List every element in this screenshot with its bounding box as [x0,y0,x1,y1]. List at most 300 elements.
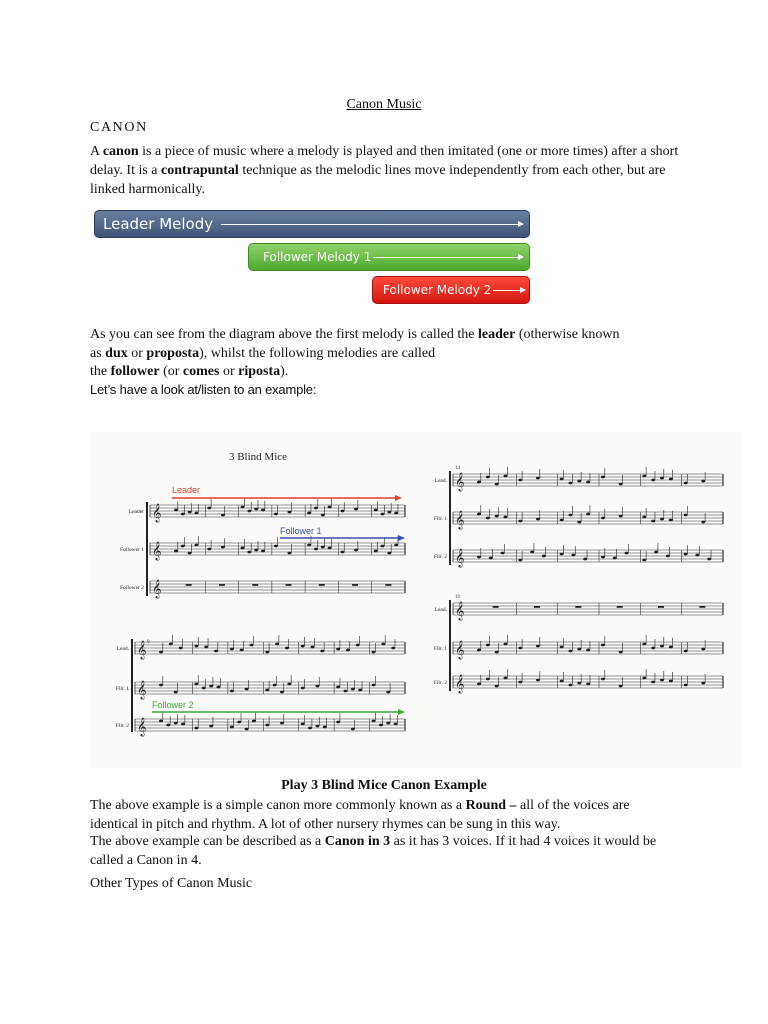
note-icon [307,544,311,547]
note-icon [181,545,185,548]
note-icon [320,650,324,653]
note-icon [666,555,670,558]
note-icon [221,546,225,549]
follower-2-bar [372,276,530,304]
staff-label: Lead. [434,478,447,484]
music-staff [116,712,405,737]
term-proposta: proposta [146,346,200,361]
note-icon [265,724,269,727]
rest-icon [385,584,391,586]
term-contrapuntal: contrapuntal [161,163,239,178]
staff-label: Fllr. 1 [433,516,447,522]
note-icon [280,691,284,694]
note-icon [311,646,315,649]
music-staff [120,579,405,599]
treble-clef-icon: 𝄞 [455,548,465,567]
note-icon [323,726,327,729]
note-icon [358,689,362,692]
measure-number: 19 [455,595,460,600]
rest-icon [658,606,664,608]
note-icon [504,643,508,646]
explain-text: as [90,346,106,361]
note-icon [202,687,206,690]
note-icon [477,481,481,484]
note-icon [381,643,385,646]
note-icon [701,682,705,685]
follower-2-tag: Follower 2 [152,700,194,710]
note-icon [669,680,673,683]
note-icon [669,646,673,649]
note-icon [518,479,522,482]
music-staff [120,536,405,561]
note-icon [391,647,395,650]
note-icon [174,722,178,725]
note-icon [344,690,348,693]
canon3-text: as it has 3 voices. If it had 4 voices it would be called a Canon in 4. [90,834,657,868]
note-icon [159,651,163,654]
explain-text: As you can see from the diagram above the first melody is called the [90,327,478,342]
note-icon [660,679,664,682]
note-icon [651,520,655,523]
staff-label: Fllr. 2 [433,554,447,560]
explain-text: (or [159,364,183,379]
note-icon [194,645,198,648]
note-icon [245,688,249,691]
note-icon [601,644,605,647]
note-icon [601,678,605,681]
note-icon [254,549,258,552]
note-icon [346,649,350,652]
note-icon [274,513,278,516]
note-icon [651,647,655,650]
note-icon [601,476,605,479]
note-icon [340,510,344,513]
intro-text: technique as the melodic lines move independently from each other, but are linked harmonically. [90,163,666,197]
term-leader: leader [478,327,516,342]
note-icon [477,649,481,652]
note-icon [560,519,564,522]
note-icon [314,548,318,551]
note-icon [495,515,499,518]
note-icon [179,647,183,650]
staff-label: Fllr. 2 [115,723,129,729]
arrow-icon [221,224,523,225]
note-icon [394,723,398,726]
note-icon [518,681,522,684]
note-icon [642,677,646,680]
note-icon [394,544,398,547]
explain-text: ). [280,364,289,379]
music-staff [434,505,723,530]
note-icon [280,722,284,725]
note-icon [642,475,646,478]
note-icon [174,550,178,553]
note-icon [569,514,573,517]
note-icon [530,551,534,554]
note-icon [230,690,234,693]
note-icon [194,544,198,547]
treble-clef-icon: 𝄞 [152,579,162,598]
note-icon [586,513,590,516]
term-round: Round – [465,798,517,813]
note-icon [247,551,251,554]
rest-icon [575,606,581,608]
note-icon [642,643,646,646]
note-icon [651,681,655,684]
note-icon [701,648,705,651]
note-icon [254,508,258,511]
note-icon [237,721,241,724]
score-notation [90,432,742,768]
music-staff [434,669,723,694]
note-icon [684,553,688,556]
note-icon [261,550,265,553]
note-icon [307,512,311,515]
note-icon [660,518,664,521]
note-icon [207,507,211,510]
note-icon [372,684,376,687]
note-icon [194,727,198,730]
note-icon [194,683,198,686]
rest-icon [534,606,540,608]
treble-clef-icon: 𝄞 [152,503,162,522]
note-icon [174,509,178,512]
note-icon [695,554,699,557]
term-canon: canon [102,144,139,159]
note-icon [586,683,590,686]
measure-number: 14 [455,466,460,471]
note-icon [495,651,499,654]
treble-clef-icon: 𝄞 [137,717,147,736]
note-icon [252,720,256,723]
follower-1-label: Follower Melody 1 [263,250,372,264]
note-icon [577,682,581,685]
note-icon [394,512,398,515]
note-icon [214,650,218,653]
note-icon [261,509,265,512]
note-icon [504,677,508,680]
round-text: all of the voices are identical in pitch and rhythm. A lot of other nursery rhymes can be sung in this way. [90,798,630,832]
note-icon [386,722,390,725]
explain-line-1 [90,325,680,344]
note-icon [489,557,493,560]
note-icon [642,559,646,562]
note-icon [301,645,305,648]
term-canon-in-3: Canon in 3 [324,834,391,849]
note-icon [217,686,221,689]
note-icon [230,648,234,651]
music-staff [117,635,405,660]
note-icon [354,549,358,552]
arrow-icon [373,257,523,258]
note-icon [486,678,490,681]
note-icon [642,516,646,519]
note-icon [518,647,522,650]
note-icon [159,684,163,687]
note-icon [577,521,581,524]
section-heading: CANON [90,120,148,135]
treble-clef-icon: 𝄞 [137,640,147,659]
treble-clef-icon: 𝄞 [152,541,162,560]
note-icon [571,554,575,557]
rest-icon [219,584,225,586]
note-icon [351,688,355,691]
term-riposta: riposta [238,364,281,379]
note-icon [301,687,305,690]
note-icon [287,683,291,686]
score-title: 3 Blind Mice [228,451,288,463]
note-icon [536,645,540,648]
rest-icon [493,606,499,608]
note-icon [569,650,573,653]
note-icon [188,552,192,555]
note-icon [336,686,340,689]
follower-1-tag: Follower 1 [280,526,322,536]
note-icon [381,545,385,548]
rest-icon [319,584,325,586]
note-icon [536,477,540,480]
leader-melody-bar [94,210,530,238]
note-icon [265,689,269,692]
note-icon [273,684,277,687]
note-icon [166,724,170,727]
staff-label: Follower 2 [120,585,144,591]
score-image [90,432,742,768]
note-icon [669,478,673,481]
explain-text: or [127,346,147,361]
note-icon [315,685,319,688]
note-icon [684,482,688,485]
note-icon [486,476,490,479]
note-icon [247,510,251,513]
note-icon [181,723,185,726]
note-icon [518,520,522,523]
note-icon [240,649,244,652]
measure-number: 9 [147,640,150,645]
note-icon [569,482,573,485]
intro-paragraph [90,142,680,199]
note-icon [387,511,391,514]
music-staff [435,601,723,621]
note-icon [577,648,581,651]
page-title: Canon Music [346,97,422,112]
note-icon [315,725,319,728]
note-icon [601,517,605,520]
note-icon [221,514,225,517]
explain-text: the [90,364,111,379]
note-icon [374,550,378,553]
note-icon [288,511,292,514]
note-icon [477,556,481,559]
music-staff [435,467,723,492]
music-staff [434,635,723,660]
note-icon [613,557,617,560]
note-icon [301,723,305,726]
explain-line-2 [90,344,680,363]
music-staff [116,675,405,700]
explain-line-3 [90,362,680,381]
note-icon [230,726,234,729]
note-icon [619,483,623,486]
note-icon [660,477,664,480]
note-icon [619,651,623,654]
note-icon [577,480,581,483]
term-follower: follower [110,364,160,379]
rest-icon [617,606,623,608]
note-icon [542,555,546,558]
note-icon [159,720,163,723]
intro-text: A [90,144,103,159]
follower-2-label: Follower Melody 2 [383,283,492,297]
note-icon [486,517,490,520]
staff-label: Leader [128,509,144,515]
treble-clef-icon: 𝄞 [455,601,465,620]
staff-label: Fllr. 2 [433,680,447,686]
rest-icon [286,584,292,586]
rest-icon [252,584,258,586]
note-icon [625,552,629,555]
note-icon [536,679,540,682]
note-icon [619,515,623,518]
round-text: The above example is a simple canon more commonly known as a [90,798,466,813]
note-icon [386,691,390,694]
note-icon [275,643,279,646]
note-icon [477,683,481,686]
note-icon [486,644,490,647]
canon3-text: The above example can be described as a [90,834,325,849]
note-icon [265,651,269,654]
note-icon [209,725,213,728]
note-icon [245,728,249,731]
note-icon [495,483,499,486]
note-icon [701,521,705,524]
note-icon [387,552,391,555]
leader-melody-label: Leader Melody [103,215,214,233]
note-icon [518,559,522,562]
explain-text: (otherwise known [515,327,620,342]
note-icon [601,556,605,559]
other-types-heading: Other Types of Canon Music [90,876,253,891]
note-icon [654,551,658,554]
note-icon [560,680,564,683]
treble-clef-icon: 𝄞 [455,674,465,693]
note-icon [207,548,211,551]
note-icon [351,728,355,731]
note-icon [354,508,358,511]
note-icon [536,518,540,521]
note-icon [356,644,360,647]
note-icon [285,647,289,650]
rest-icon [186,584,192,586]
note-icon [707,558,711,561]
note-icon [586,649,590,652]
note-icon [374,509,378,512]
treble-clef-icon: 𝄞 [455,510,465,529]
round-paragraph [90,796,680,834]
note-icon [372,720,376,723]
note-icon [684,514,688,517]
leader-tag: Leader [172,485,201,495]
note-icon [321,514,325,517]
staff-label: Lead. [116,646,129,652]
note-icon [560,553,564,556]
treble-clef-icon: 𝄞 [137,680,147,699]
note-icon [381,513,385,516]
note-icon [583,558,587,561]
staff-label: Follower 1 [120,547,144,553]
follower-1-bar [248,243,530,271]
note-icon [501,552,505,555]
term-dux: dux [105,346,128,361]
note-icon [586,481,590,484]
note-icon [684,684,688,687]
note-icon [181,513,185,516]
note-icon [560,646,564,649]
note-icon [274,545,278,548]
music-staff [129,498,405,523]
note-icon [209,685,213,688]
treble-clef-icon: 𝄞 [455,640,465,659]
staff-label: Lead. [434,607,447,613]
explain-text: ), whilst the following melodies are called [199,346,436,361]
explain-text: or [219,364,239,379]
term-comes: comes [182,364,220,379]
note-icon [569,684,573,687]
note-icon [241,506,245,509]
staff-label: Fllr. 1 [115,686,129,692]
note-icon [372,651,376,654]
note-icon [288,552,292,555]
note-icon [188,511,192,514]
note-icon [504,516,508,519]
note-icon [477,513,481,516]
note-icon [308,727,312,730]
note-icon [174,691,178,694]
note-icon [336,721,340,724]
note-icon [560,478,564,481]
note-icon [336,648,340,651]
note-icon [651,479,655,482]
note-icon [169,643,173,646]
note-icon [379,724,383,727]
note-icon [314,507,318,510]
example-intro: Let’s have a look at/listen to an example: [90,382,317,397]
note-icon [204,646,208,649]
canon-in-3-paragraph [90,832,680,870]
note-icon [701,480,705,483]
staff-label: Fllr. 1 [433,646,447,652]
rest-icon [352,584,358,586]
rest-icon [699,606,705,608]
note-icon [669,519,673,522]
melody-diagram [90,205,536,310]
note-icon [495,685,499,688]
note-icon [194,512,198,515]
note-icon [504,475,508,478]
note-icon [249,644,253,647]
note-icon [328,506,332,509]
note-icon [684,650,688,653]
play-example-caption: Play 3 Blind Mice Canon Example [281,778,487,793]
note-icon [619,685,623,688]
note-icon [321,546,325,549]
note-icon [340,551,344,554]
note-icon [241,547,245,550]
music-staff [434,543,723,568]
note-icon [328,547,332,550]
intro-text: is a piece of music where a melody is played and then imitated (one or more times) after a short delay. It is a [90,144,679,178]
note-icon [660,645,664,648]
